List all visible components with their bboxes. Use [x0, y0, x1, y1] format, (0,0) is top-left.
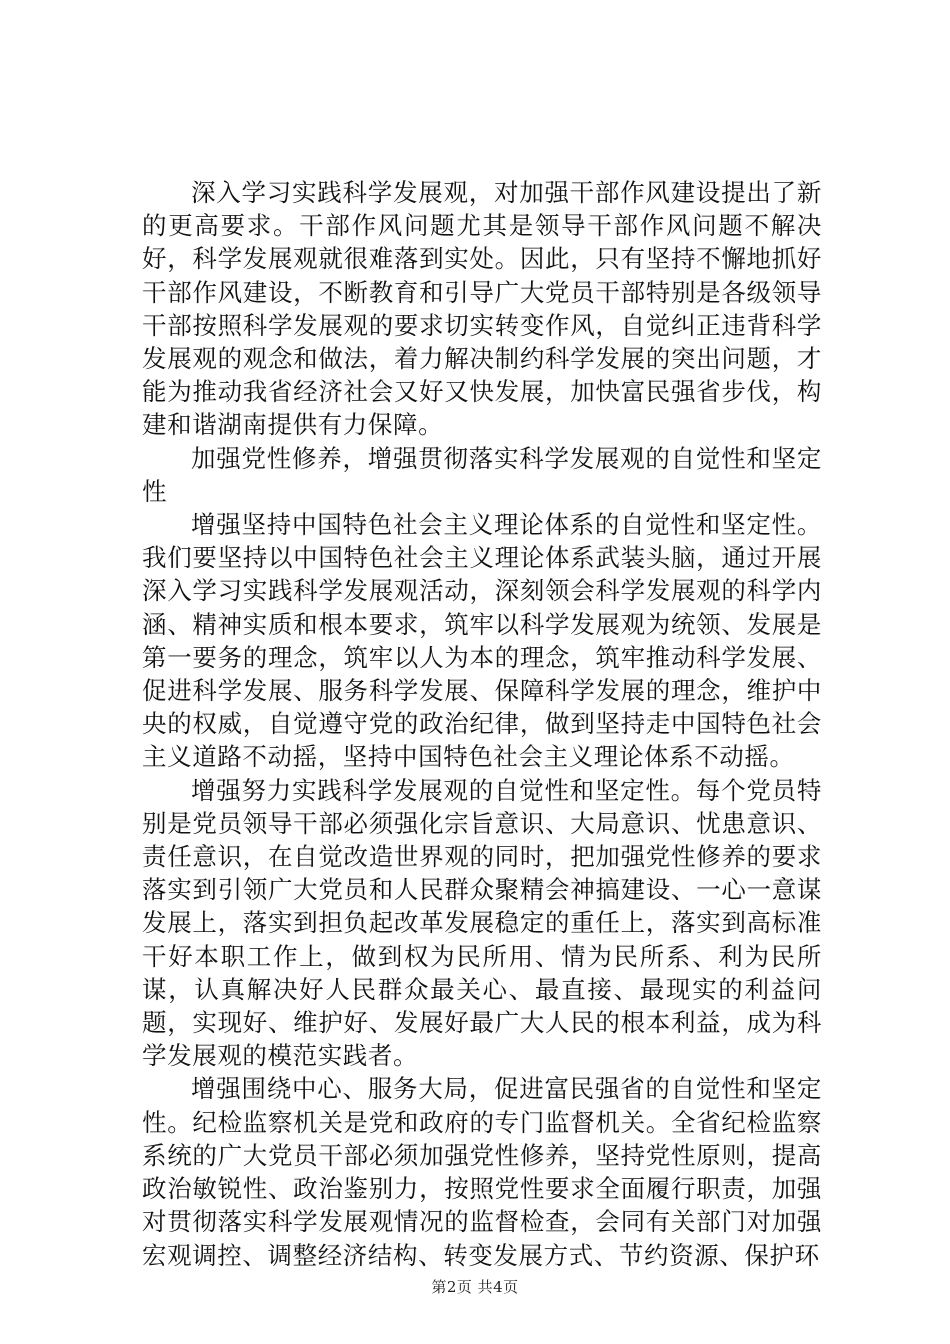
page-number-footer: 第2页 共4页 [431, 1278, 519, 1296]
document-body [142, 176, 822, 1272]
paragraph-theory-system: 增强坚持中国特色社会主义理论体系的自觉性和坚定性。我们要坚持以中国特色社会主义理论体系武装头脑，通过开展深入学习实践科学发展观活动，深刻领会科学发展观的科学内涵、精神实质和根本要求，筑牢以科学发展观为统领、发展是第一要务的理念，筑牢以人为本的理念，筑牢推动科学发展、促进科学发展、服务科学发展、保障科学发展的理念，维护中央的权威，自觉遵守党的政治纪律，做到坚持走中国特色社会主义道路不动摇，坚持中国特色社会主义理论体系不动摇。 [142, 510, 822, 772]
paragraph-practice: 增强努力实践科学发展观的自觉性和坚定性。每个党员特别是党员领导干部必须强化宗旨意识、大局意识、忧患意识、责任意识，在自觉改造世界观的同时，把加强党性修养的要求落实到引领广大党员和人民群众聚精会神搞建设、一心一意谋发展上，落实到担负起改革发展稳定的重任上，落实到高标准干好本职工作上，做到权为民所用、情为民所系、利为民所谋，认真解决好人民群众最关心、最直接、最现实的利益问题，实现好、维护好、发展好最广大人民的根本利益，成为科学发展观的模范实践者。 [142, 775, 822, 1071]
paragraph-serve-overall: 增强围绕中心、服务大局，促进富民强省的自觉性和坚定性。纪检监察机关是党和政府的专门监督机关。全省纪检监察系统的广大党员干部必须加强党性修养，坚持党性原则，提高政治敏锐性、政治鉴别力，按照党性要求全面履行职责，加强对贯彻落实科学发展观情况的监督检查，会同有关部门对加强宏观调控、调整经济结构、转变发展方式、节约资源、保护环 [142, 1074, 822, 1270]
section-heading: 加强党性修养，增强贯彻落实科学发展观的自觉性和坚定性 [142, 443, 822, 506]
paragraph-intro: 深入学习实践科学发展观，对加强干部作风建设提出了新的更高要求。干部作风问题尤其是领导干部作风问题不解决好，科学发展观就很难落到实处。因此，只有坚持不懈地抓好干部作风建设，不断教育和引导广大党员干部特别是各级领导干部按照科学发展观的要求切实转变作风，自觉纠正违背科学发展观的观念和做法，着力解决制约科学发展的突出问题，才能为推动我省经济社会又好又快发展，加快富民强省步伐，构建和谐湖南提供有力保障。 [142, 178, 822, 440]
